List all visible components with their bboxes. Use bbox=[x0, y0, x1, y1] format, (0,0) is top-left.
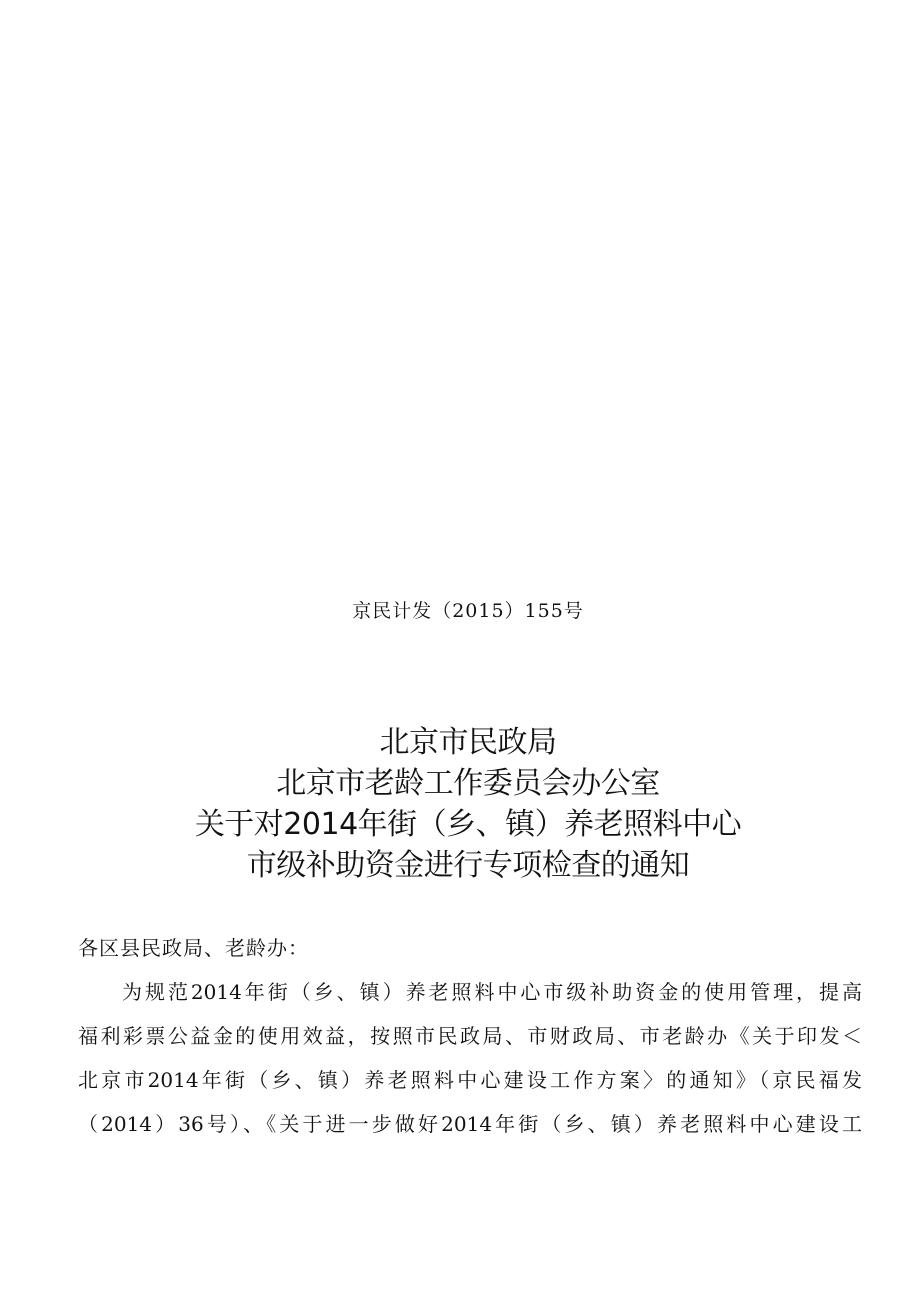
title-line-issuer-1: 北京市民政局 bbox=[379, 725, 557, 760]
paragraph-line: 北京市2014年街（乡、镇）养老照料中心建设工作方案〉的通知》（京民福发 bbox=[78, 1068, 862, 1092]
document-title bbox=[0, 722, 920, 886]
document-body bbox=[78, 926, 862, 1146]
document-number: 京民计发（2015）155号 bbox=[352, 600, 584, 622]
title-line-subject-2: 市级补助资金进行专项检查的通知 bbox=[246, 848, 690, 883]
paragraph-line: 福利彩票公益金的使用效益，按照市民政局、市财政局、市老龄办《关于印发＜ bbox=[78, 1024, 862, 1048]
salutation: 各区县民政局、老龄办： bbox=[78, 936, 309, 960]
title-line-issuer-2: 北京市老龄工作委员会办公室 bbox=[276, 766, 660, 801]
title-line-subject-1: 关于对2014年街（乡、镇）养老照料中心 bbox=[194, 807, 742, 842]
paragraph-line: 为规范2014年街（乡、镇）养老照料中心市级补助资金的使用管理，提高 bbox=[122, 980, 862, 1004]
paragraph-line: （2014）36号）、《关于进一步做好2014年街（乡、镇）养老照料中心建设工 bbox=[78, 1112, 862, 1136]
